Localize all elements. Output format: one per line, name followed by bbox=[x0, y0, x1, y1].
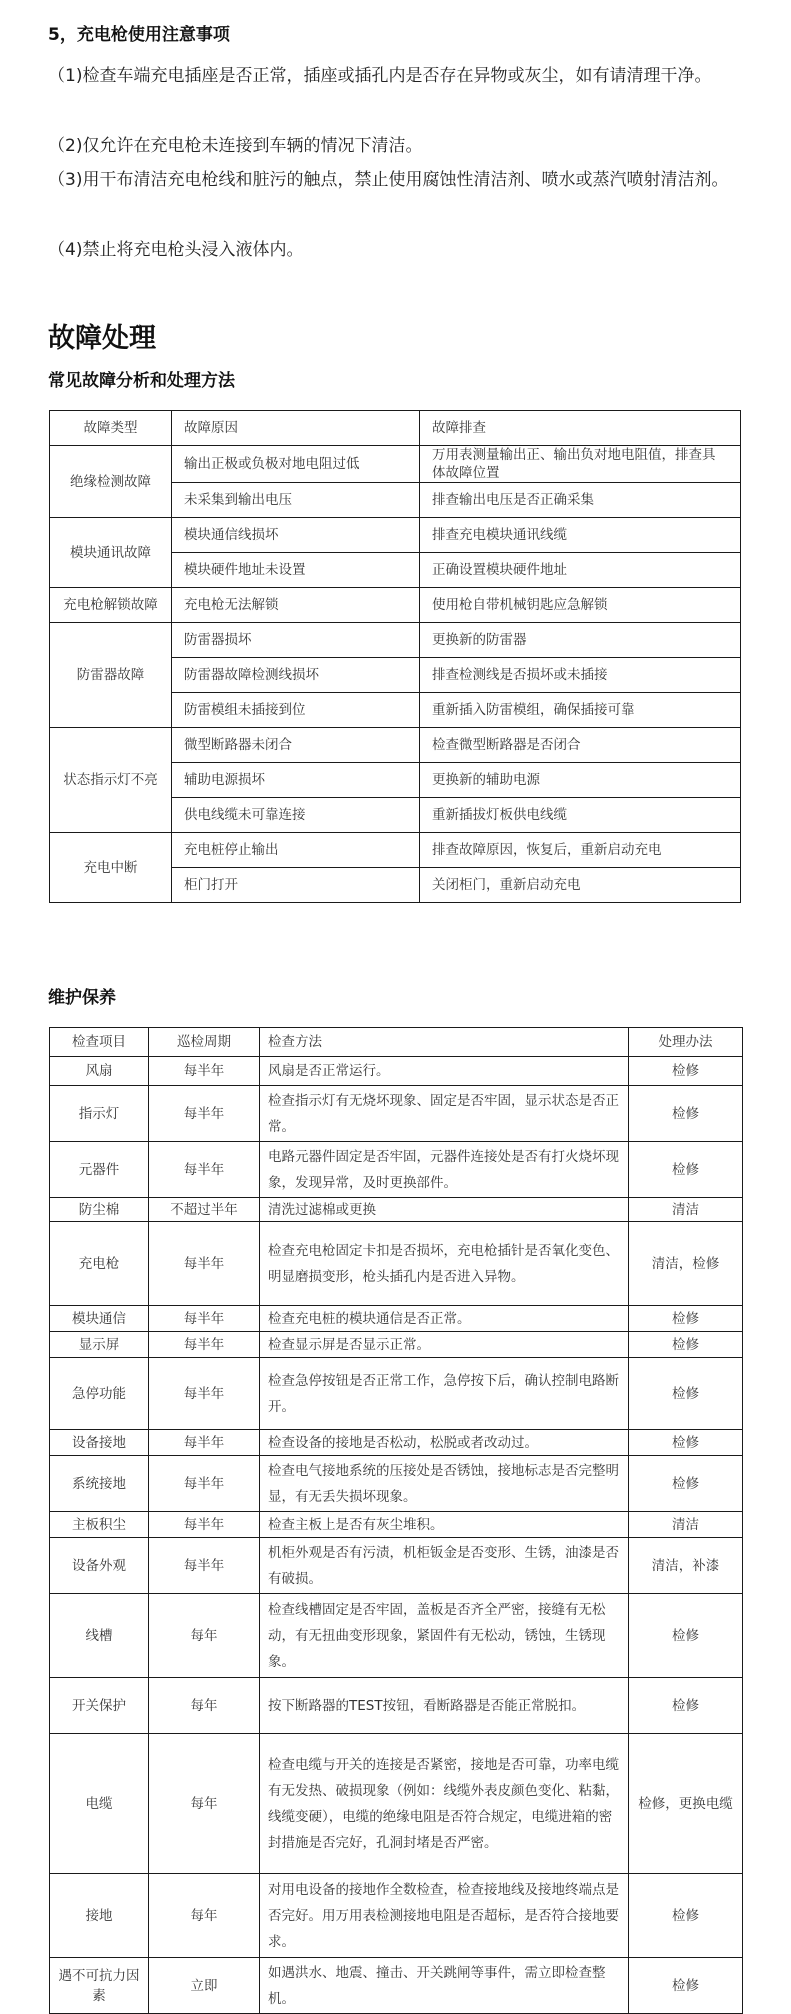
maint-method-cell: 检查设备的接地是否松动，松脱或者改动过。 bbox=[260, 1430, 629, 1456]
fault-header-type: 故障类型 bbox=[50, 411, 172, 446]
maint-method-cell: 对用电设备的接地作全数检查，检查接地线及接地终端点是否完好。用万用表检测接地电阻是否超标，是否符合接地要求。 bbox=[260, 1874, 629, 1958]
fault-table-header-row bbox=[50, 411, 741, 446]
maint-cycle-cell: 每半年 bbox=[149, 1332, 260, 1358]
maint-item-cell: 电缆 bbox=[50, 1734, 149, 1874]
table-row bbox=[50, 1734, 743, 1874]
maint-action-cell: 检修 bbox=[629, 1306, 743, 1332]
fault-fix-cell: 使用枪自带机械钥匙应急解锁 bbox=[420, 588, 741, 623]
maint-item-cell: 遇不可抗力因素 bbox=[50, 1958, 149, 2014]
charging-gun-note-3: （3)用干布清洁充电枪线和脏污的触点，禁止使用腐蚀性清洁剂、喷水或蒸汽喷射清洁剂。 bbox=[48, 170, 729, 190]
fault-cause-cell: 模块通信线损坏 bbox=[172, 518, 420, 553]
table-row bbox=[50, 1958, 743, 2014]
maint-cycle-cell: 每年 bbox=[149, 1594, 260, 1678]
fault-type-cell: 绝缘检测故障 bbox=[50, 446, 172, 518]
fault-type-cell: 状态指示灯不亮 bbox=[50, 728, 172, 833]
fault-fix-cell: 更换新的辅助电源 bbox=[420, 763, 741, 798]
table-row bbox=[50, 1142, 743, 1198]
maint-action-cell: 清洁，检修 bbox=[629, 1222, 743, 1306]
maint-cycle-cell: 每半年 bbox=[149, 1142, 260, 1198]
fault-fix-cell: 排查充电模块通讯线缆 bbox=[420, 518, 741, 553]
fault-fix-cell: 排查检测线是否损坏或未插接 bbox=[420, 658, 741, 693]
maint-method-cell: 如遇洪水、地震、撞击、开关跳闸等事件，需立即检查整机。 bbox=[260, 1958, 629, 2014]
maint-cycle-cell: 每半年 bbox=[149, 1456, 260, 1512]
table-row bbox=[50, 518, 741, 553]
maint-method-cell: 检查电缆与开关的连接是否紧密，接地是否可靠，功率电缆有无发热、破损现象（例如：线缆外表皮颜色变化、粘黏，线缆变硬），电缆的绝缘电阻是否符合规定，电缆进箱的密封措施是否完好，孔洞封堵是否严密。 bbox=[260, 1734, 629, 1874]
maint-action-cell: 检修 bbox=[629, 1594, 743, 1678]
maint-cycle-cell: 每年 bbox=[149, 1734, 260, 1874]
maint-action-cell: 检修 bbox=[629, 1678, 743, 1734]
maint-item-cell: 接地 bbox=[50, 1874, 149, 1958]
maint-item-cell: 线槽 bbox=[50, 1594, 149, 1678]
fault-fix-cell: 重新插拔灯板供电线缆 bbox=[420, 798, 741, 833]
maint-action-cell: 检修 bbox=[629, 1332, 743, 1358]
table-row bbox=[50, 1198, 743, 1222]
fault-header-cause: 故障原因 bbox=[172, 411, 420, 446]
fault-cause-cell: 防雷模组未插接到位 bbox=[172, 693, 420, 728]
maint-method-cell: 检查充电桩的模块通信是否正常。 bbox=[260, 1306, 629, 1332]
fault-cause-cell: 防雷器损坏 bbox=[172, 623, 420, 658]
maint-method-cell: 电路元器件固定是否牢固，元器件连接处是否有打火烧坏现象，发现异常，及时更换部件。 bbox=[260, 1142, 629, 1198]
table-row bbox=[50, 1594, 743, 1678]
maint-item-cell: 开关保护 bbox=[50, 1678, 149, 1734]
fault-cause-cell: 未采集到输出电压 bbox=[172, 483, 420, 518]
maint-header-cycle: 巡检周期 bbox=[149, 1028, 260, 1057]
maint-action-cell: 检修 bbox=[629, 1086, 743, 1142]
table-row bbox=[50, 1456, 743, 1512]
fault-cause-cell: 充电桩停止输出 bbox=[172, 833, 420, 868]
maintenance-table bbox=[49, 1027, 743, 2014]
maintenance-table-header-row bbox=[50, 1028, 743, 1057]
fault-fix-cell: 重新插入防雷模组，确保插接可靠 bbox=[420, 693, 741, 728]
table-row bbox=[50, 1306, 743, 1332]
fault-cause-cell: 柜门打开 bbox=[172, 868, 420, 903]
maint-action-cell: 检修 bbox=[629, 1874, 743, 1958]
table-row bbox=[50, 728, 741, 763]
maint-cycle-cell: 每半年 bbox=[149, 1306, 260, 1332]
table-row bbox=[50, 1086, 743, 1142]
table-row bbox=[50, 1222, 743, 1306]
maintenance-title: 维护保养 bbox=[48, 988, 116, 1008]
fault-cause-cell: 输出正极或负极对地电阻过低 bbox=[172, 446, 420, 483]
maint-item-cell: 风扇 bbox=[50, 1057, 149, 1086]
maint-item-cell: 模块通信 bbox=[50, 1306, 149, 1332]
fault-header-fix: 故障排查 bbox=[420, 411, 741, 446]
maint-action-cell: 清洁 bbox=[629, 1198, 743, 1222]
fault-fix-cell: 检查微型断路器是否闭合 bbox=[420, 728, 741, 763]
maint-action-cell: 检修 bbox=[629, 1456, 743, 1512]
fault-fix-cell: 万用表测量输出正、输出负对地电阻值，排查具体故障位置 bbox=[420, 446, 741, 483]
charging-gun-note-4: （4)禁止将充电枪头浸入液体内。 bbox=[48, 240, 304, 260]
maint-method-cell: 检查充电枪固定卡扣是否损坏，充电枪插针是否氧化变色、明显磨损变形，枪头插孔内是否进入异物。 bbox=[260, 1222, 629, 1306]
fault-fix-cell: 排查输出电压是否正确采集 bbox=[420, 483, 741, 518]
maint-cycle-cell: 每年 bbox=[149, 1678, 260, 1734]
table-row bbox=[50, 446, 741, 483]
maint-item-cell: 系统接地 bbox=[50, 1456, 149, 1512]
maint-action-cell: 检修，更换电缆 bbox=[629, 1734, 743, 1874]
maint-action-cell: 检修 bbox=[629, 1358, 743, 1430]
maint-cycle-cell: 每年 bbox=[149, 1874, 260, 1958]
table-row bbox=[50, 1538, 743, 1594]
maint-action-cell: 检修 bbox=[629, 1430, 743, 1456]
maint-cycle-cell: 每半年 bbox=[149, 1430, 260, 1456]
section-5-heading: 5，充电枪使用注意事项 bbox=[48, 25, 230, 45]
fault-cause-cell: 充电枪无法解锁 bbox=[172, 588, 420, 623]
fault-cause-cell: 微型断路器未闭合 bbox=[172, 728, 420, 763]
maint-method-cell: 检查主板上是否有灰尘堆积。 bbox=[260, 1512, 629, 1538]
fault-type-cell: 防雷器故障 bbox=[50, 623, 172, 728]
fault-type-cell: 充电枪解锁故障 bbox=[50, 588, 172, 623]
maint-action-cell: 检修 bbox=[629, 1958, 743, 2014]
maint-cycle-cell: 每半年 bbox=[149, 1512, 260, 1538]
maint-action-cell: 清洁 bbox=[629, 1512, 743, 1538]
maint-item-cell: 显示屏 bbox=[50, 1332, 149, 1358]
maint-action-cell: 清洁，补漆 bbox=[629, 1538, 743, 1594]
maint-method-cell: 清洗过滤棉或更换 bbox=[260, 1198, 629, 1222]
fault-cause-cell: 模块硬件地址未设置 bbox=[172, 553, 420, 588]
maint-header-method: 检查方法 bbox=[260, 1028, 629, 1057]
maint-cycle-cell: 每半年 bbox=[149, 1358, 260, 1430]
maint-item-cell: 主板积尘 bbox=[50, 1512, 149, 1538]
fault-fix-cell: 排查故障原因，恢复后，重新启动充电 bbox=[420, 833, 741, 868]
fault-handling-title: 故障处理 bbox=[48, 323, 156, 354]
fault-fix-cell: 更换新的防雷器 bbox=[420, 623, 741, 658]
maint-item-cell: 设备接地 bbox=[50, 1430, 149, 1456]
table-row bbox=[50, 1512, 743, 1538]
fault-cause-cell: 辅助电源损坏 bbox=[172, 763, 420, 798]
fault-fix-cell: 关闭柜门，重新启动充电 bbox=[420, 868, 741, 903]
maint-method-cell: 检查显示屏是否显示正常。 bbox=[260, 1332, 629, 1358]
maint-method-cell: 检查电气接地系统的压接处是否锈蚀，接地标志是否完整明显，有无丢失损坏现象。 bbox=[260, 1456, 629, 1512]
maint-cycle-cell: 不超过半年 bbox=[149, 1198, 260, 1222]
table-row bbox=[50, 588, 741, 623]
fault-type-cell: 模块通讯故障 bbox=[50, 518, 172, 588]
maint-cycle-cell: 每半年 bbox=[149, 1057, 260, 1086]
fault-cause-cell: 供电线缆未可靠连接 bbox=[172, 798, 420, 833]
charging-gun-note-2: （2)仅允许在充电枪未连接到车辆的情况下清洁。 bbox=[48, 136, 423, 156]
maint-cycle-cell: 每半年 bbox=[149, 1222, 260, 1306]
fault-type-cell: 充电中断 bbox=[50, 833, 172, 903]
table-row bbox=[50, 1430, 743, 1456]
maint-action-cell: 检修 bbox=[629, 1057, 743, 1086]
maint-cycle-cell: 每半年 bbox=[149, 1538, 260, 1594]
maint-method-cell: 风扇是否正常运行。 bbox=[260, 1057, 629, 1086]
table-row bbox=[50, 833, 741, 868]
maint-method-cell: 检查线槽固定是否牢固，盖板是否齐全严密，接缝有无松动，有无扭曲变形现象，紧固件有无松动，锈蚀，生锈现象。 bbox=[260, 1594, 629, 1678]
table-row bbox=[50, 623, 741, 658]
fault-cause-cell: 防雷器故障检测线损坏 bbox=[172, 658, 420, 693]
maint-action-cell: 检修 bbox=[629, 1142, 743, 1198]
maint-item-cell: 元器件 bbox=[50, 1142, 149, 1198]
table-row bbox=[50, 1057, 743, 1086]
maint-method-cell: 检查指示灯有无烧坏现象、固定是否牢固，显示状态是否正常。 bbox=[260, 1086, 629, 1142]
maint-cycle-cell: 每半年 bbox=[149, 1086, 260, 1142]
maint-item-cell: 指示灯 bbox=[50, 1086, 149, 1142]
maint-method-cell: 检查急停按钮是否正常工作，急停按下后，确认控制电路断开。 bbox=[260, 1358, 629, 1430]
maint-item-cell: 防尘棉 bbox=[50, 1198, 149, 1222]
table-row bbox=[50, 1332, 743, 1358]
fault-analysis-subtitle: 常见故障分析和处理方法 bbox=[48, 371, 235, 391]
maint-item-cell: 设备外观 bbox=[50, 1538, 149, 1594]
maint-header-item: 检查项目 bbox=[50, 1028, 149, 1057]
fault-table bbox=[49, 410, 741, 903]
maint-item-cell: 充电枪 bbox=[50, 1222, 149, 1306]
maint-header-action: 处理办法 bbox=[629, 1028, 743, 1057]
fault-fix-cell: 正确设置模块硬件地址 bbox=[420, 553, 741, 588]
maint-method-cell: 按下断路器的TEST按钮，看断路器是否能正常脱扣。 bbox=[260, 1678, 629, 1734]
maint-method-cell: 机柜外观是否有污渍，机柜钣金是否变形、生锈，油漆是否有破损。 bbox=[260, 1538, 629, 1594]
maint-cycle-cell: 立即 bbox=[149, 1958, 260, 2014]
table-row bbox=[50, 1874, 743, 1958]
maint-item-cell: 急停功能 bbox=[50, 1358, 149, 1430]
table-row bbox=[50, 1358, 743, 1430]
table-row bbox=[50, 1678, 743, 1734]
charging-gun-note-1: （1)检查车端充电插座是否正常，插座或插孔内是否存在异物或灰尘，如有请清理干净。 bbox=[48, 66, 712, 86]
